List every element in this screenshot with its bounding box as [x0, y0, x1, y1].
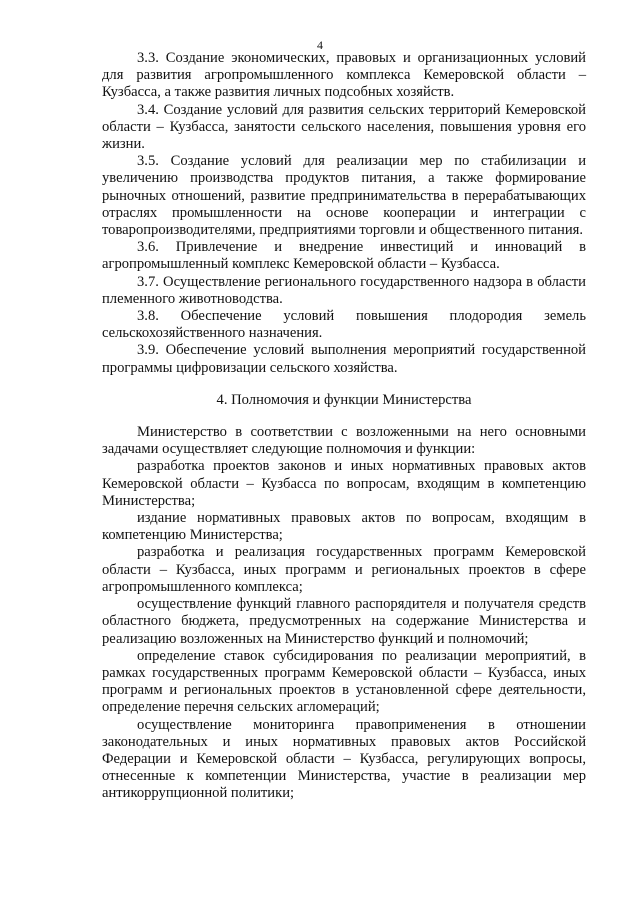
- clause-3-3: 3.3. Создание экономических, правовых и организационных условий для развития агропромышленного комплекса Кемеровской области – Кузбасса, а также развития личных подсобных хозяйств.: [102, 50, 586, 101]
- function-item: осуществление мониторинга правоприменения в отношении законодательных и иных нормативных правовых актов Российской Федерации и Кемеровской области – Кузбасса, регулирующих вопросы, отнесенные к компетенции Министерства, участие в реализации мер антикоррупционной политики;: [102, 716, 586, 802]
- clause-3-9: 3.9. Обеспечение условий выполнения мероприятий государственной программы цифровизации сельского хозяйства.: [102, 342, 586, 376]
- clause-3-8: 3.8. Обеспечение условий повышения плодородия земель сельскохозяйственного назначения.: [102, 308, 586, 342]
- clause-3-6: 3.6. Привлечение и внедрение инвестиций и инноваций в агропромышленный комплекс Кемеровской области – Кузбасса.: [102, 239, 586, 273]
- clause-3-7: 3.7. Осуществление регионального государственного надзора в области племенного животноводства.: [102, 273, 586, 307]
- function-item: разработка проектов законов и иных нормативных правовых актов Кемеровской области – Кузбасса по вопросам, входящим в компетенцию Министерства;: [102, 458, 586, 509]
- clause-3-4: 3.4. Создание условий для развития сельских территорий Кемеровской области – Кузбасса, занятости сельского населения, повышения уровня его жизни.: [102, 101, 586, 153]
- function-item: осуществление функций главного распорядителя и получателя средств областного бюджета, предусмотренных на содержание Министерства и реализацию возложенных на Министерство функций и полномочий;: [102, 596, 586, 647]
- clause-3-5: 3.5. Создание условий для реализации мер по стабилизации и увеличению производства продуктов питания, а также формирование рыночных отношений, развитие предпринимательства в перерабатывающих отраслях промышленности на основе кооперации и интеграции с товаропроизводителями, предприятиями торговли и общественного питания.: [102, 153, 586, 239]
- function-item: разработка и реализация государственных программ Кемеровской области – Кузбасса, иных программ и региональных проектов в сфере агропромышленного комплекса;: [102, 544, 586, 595]
- page-number: 4: [317, 38, 323, 52]
- section-title: 4. Полномочия и функции Министерства: [216, 391, 472, 408]
- section-intro: Министерство в соответствии с возложенными на него основными задачами осуществляет следующие полномочия и функции:: [102, 424, 586, 458]
- document-body: [102, 50, 586, 803]
- function-item: издание нормативных правовых актов по вопросам, входящим в компетенцию Министерства;: [102, 510, 586, 544]
- function-item: определение ставок субсидирования по реализации мероприятий, в рамках государственных программ Кемеровской области – Кузбасса, иных программ и региональных проектов в установленной сфере деятельности, определение перечня сельских агломераций;: [102, 647, 586, 716]
